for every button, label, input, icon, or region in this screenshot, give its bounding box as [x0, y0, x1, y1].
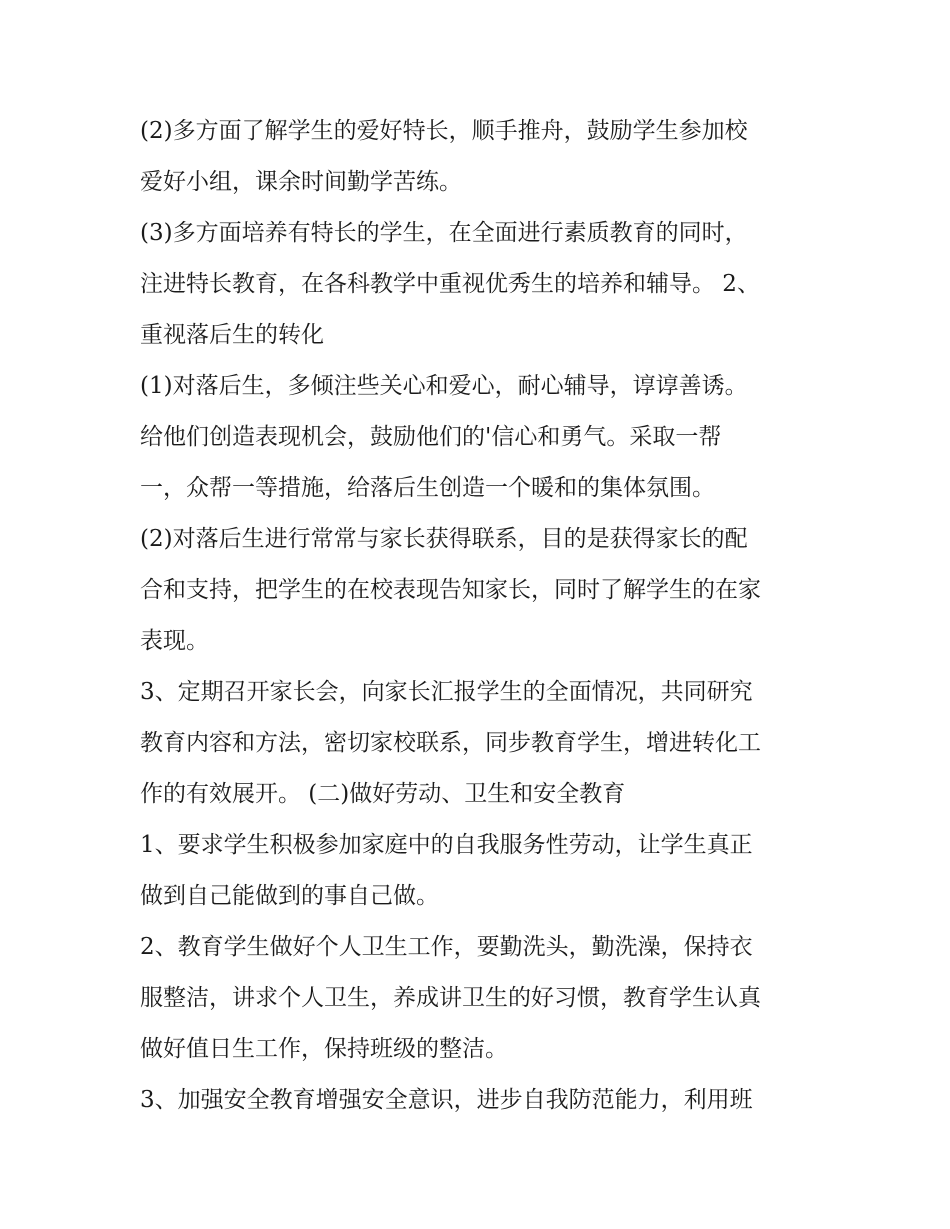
text-line: 作的有效展开。 (二)做好劳动、卫生和安全教育	[140, 781, 626, 807]
text-line: 1、要求学生积极参加家庭中的自我服务性劳动，让学生真正	[140, 832, 753, 858]
text-line: 一，众帮一等措施，给落后生创造一个暖和的集体氛围。	[140, 475, 715, 501]
text-line: (2)多方面了解学生的爱好特长，顺手推舟，鼓励学生参加校	[140, 118, 748, 144]
text-line: (3)多方面培养有特长的学生，在全面进行素质教育的同时，	[140, 220, 748, 246]
text-line: 2、教育学生做好个人卫生工作，要勤洗头，勤洗澡，保持衣	[140, 934, 753, 960]
text-line: 爱好小组，课余时间勤学苦练。	[140, 169, 462, 195]
text-line: 注进特长教育，在各科教学中重视优秀生的培养和辅导。 2、	[140, 271, 760, 297]
text-line: 合和支持，把学生的在校表现告知家长，同时了解学生的在家	[140, 577, 761, 603]
text-line: 服整洁，讲求个人卫生，养成讲卫生的好习惯，教育学生认真	[140, 985, 761, 1011]
text-line: 教育内容和方法，密切家校联系，同步教育学生，增进转化工	[140, 730, 761, 756]
text-line: 3、定期召开家长会，向家长汇报学生的全面情况，共同研究	[140, 679, 753, 705]
text-line: 3、加强安全教育增强安全意识，进步自我防范能力，利用班	[140, 1087, 753, 1113]
text-line: 重视落后生的转化	[140, 322, 324, 348]
text-line: 给他们创造表现机会，鼓励他们的'信心和勇气。采取一帮	[140, 424, 722, 450]
text-line: 做好值日生工作，保持班级的整洁。	[140, 1036, 508, 1062]
document-body	[140, 108, 830, 1128]
text-line: 表现。	[140, 628, 209, 654]
text-line: (2)对落后生进行常常与家长获得联系，目的是获得家长的配	[140, 526, 748, 552]
text-line: 做到自己能做到的事自己做。	[140, 883, 439, 909]
text-line: (1)对落后生，多倾注些关心和爱心，耐心辅导，谆谆善诱。	[140, 373, 748, 399]
